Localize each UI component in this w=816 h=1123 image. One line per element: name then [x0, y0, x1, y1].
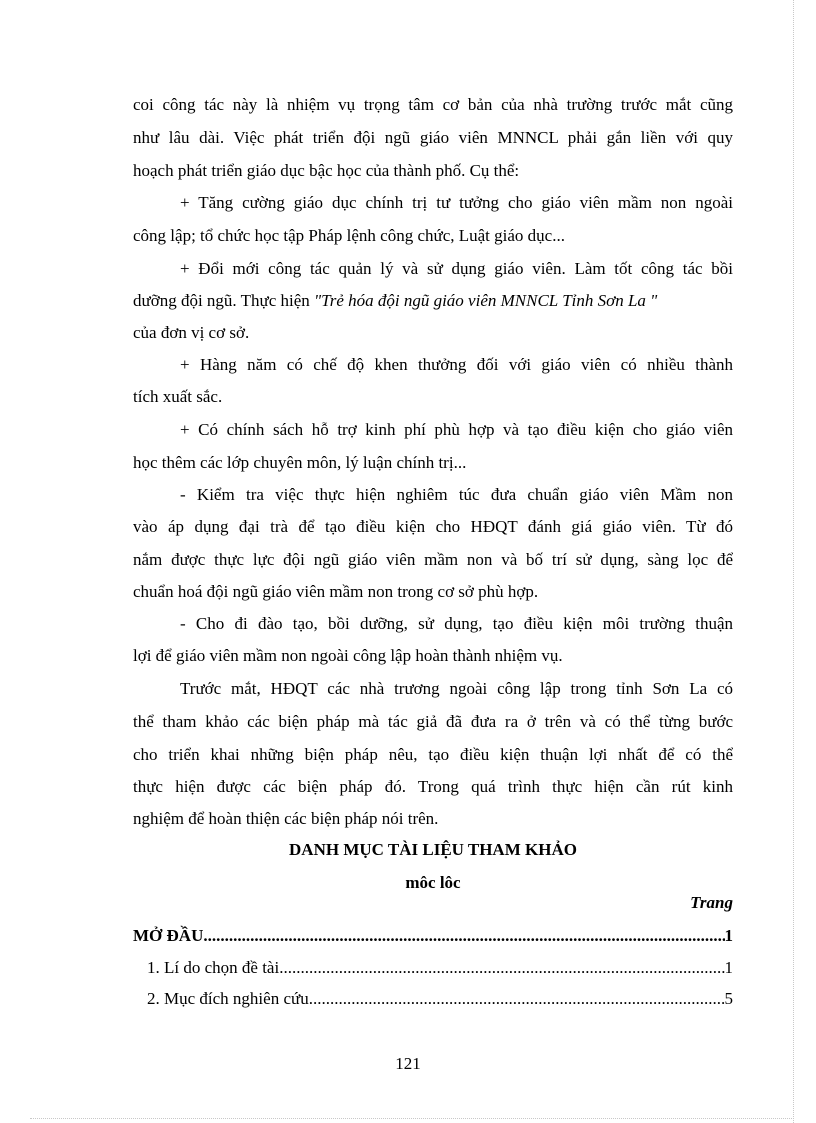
- body-line-5: công lập; tổ chức học tập Pháp lệnh công chức, Luật giáo dục...: [133, 226, 565, 245]
- body-line-14: vào áp dụng đại trà để tạo điều kiện cho HĐQT đánh giá giáo viên. Từ đó: [133, 517, 733, 536]
- toc-entry-label: MỞ ĐẦU: [133, 926, 204, 945]
- quoted-title: "Trẻ hóa đội ngũ giáo viên MNNCL Tỉnh Sơn La ": [314, 291, 658, 310]
- body-line-22: thực hiện được các biện pháp đó. Trong quá trình thực hiện cần rút kinh: [133, 777, 733, 796]
- body-line-12: học thêm các lớp chuyên môn, lý luận chính trị...: [133, 453, 467, 472]
- toc-leader-dots: [203, 925, 724, 947]
- body-line-10: tích xuất sắc.: [133, 387, 223, 406]
- toc-entry: [147, 957, 733, 979]
- body-line-7: [133, 290, 733, 312]
- toc-entry: [133, 925, 733, 947]
- body-line-3: hoạch phát triển giáo dục bậc học của thành phố. Cụ thể:: [133, 161, 520, 180]
- body-line-4: + Tăng cường giáo dục chính trị tư tưởng cho giáo viên mầm non ngoài: [180, 193, 733, 212]
- body-line-2: như lâu dài. Việc phát triển đội ngũ giáo viên MNNCL phải gắn liền với quy: [133, 128, 733, 147]
- toc-entry-label: 2. Mục đích nghiên cứu: [147, 989, 309, 1008]
- toc-page-column-label: Trang: [690, 893, 733, 912]
- toc-leader-dots: [309, 988, 725, 1010]
- body-line-23: nghiệm để hoàn thiện các biện pháp nói trên.: [133, 809, 439, 828]
- body-line-11: + Có chính sách hỗ trợ kinh phí phù hợp và tạo điều kiện cho giáo viên: [180, 420, 733, 439]
- body-line-20: thể tham khảo các biện pháp mà tác giả đã đưa ra ở trên và có thể từng bước: [133, 712, 733, 731]
- body-line-19: Trước mắt, HĐQT các nhà trương ngoài công lập trong tỉnh Sơn La có: [180, 679, 733, 698]
- body-line-8: của đơn vị cơ sở.: [133, 323, 250, 342]
- body-line-13: - Kiểm tra việc thực hiện nghiêm túc đưa chuẩn giáo viên Mầm non: [180, 485, 733, 504]
- body-line-7-text: dưỡng đội ngũ. Thực hiện: [133, 291, 315, 310]
- body-line-18: lợi để giáo viên mầm non ngoài công lập hoàn thành nhiệm vụ.: [133, 646, 563, 665]
- body-line-17: - Cho đi đào tạo, bồi dưỡng, sử dụng, tạo điều kiện môi trường thuận: [180, 614, 733, 633]
- body-line-21: cho triển khai những biện pháp nêu, tạo điều kiện thuận lợi nhất để có thể: [133, 745, 733, 764]
- body-line-9: + Hàng năm có chế độ khen thưởng đối với giáo viên có nhiều thành: [180, 355, 733, 374]
- body-line-16: chuẩn hoá đội ngũ giáo viên mầm non trong cơ sở phù hợp.: [133, 582, 539, 601]
- body-line-1: coi công tác này là nhiệm vụ trọng tâm cơ bản của nhà trường trước mắt cũng: [133, 95, 733, 114]
- body-line-6: + Đổi mới công tác quản lý và sử dụng giáo viên. Làm tốt công tác bồi: [180, 259, 733, 278]
- toc-entry-label: 1. Lí do chọn đề tài: [147, 958, 280, 977]
- toc-title: môc lôc: [405, 873, 461, 892]
- toc-entry-page: 5: [724, 989, 733, 1008]
- toc-entry-page: 1: [724, 926, 733, 945]
- toc-entry: [147, 988, 733, 1010]
- section-heading: DANH MỤC TÀI LIỆU THAM KHẢO: [289, 840, 577, 859]
- page-number: 121: [395, 1054, 421, 1073]
- toc-entry-page: 1: [724, 958, 733, 977]
- page-border-right: [793, 0, 794, 1123]
- toc-leader-dots: [279, 957, 724, 979]
- page-border-bottom: [30, 1118, 794, 1119]
- body-line-15: nắm được thực lực đội ngũ giáo viên mầm non và bố trí sử dụng, sàng lọc để: [133, 550, 733, 569]
